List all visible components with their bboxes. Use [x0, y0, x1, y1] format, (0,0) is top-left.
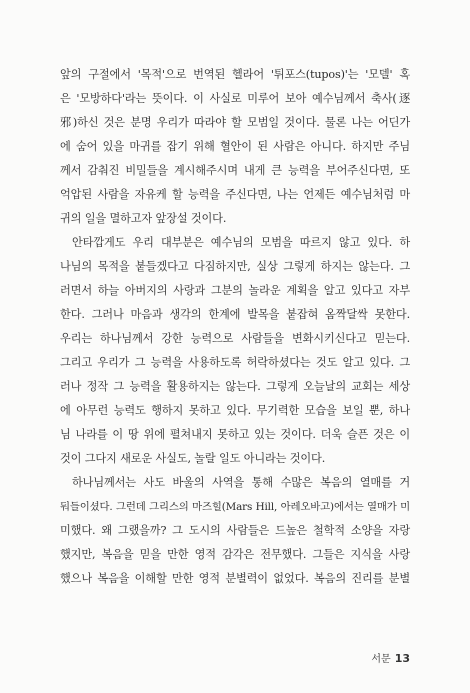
paragraph-2	[60, 231, 410, 471]
text-line: 에 숨어 있을 마귀를 잡기 위해 혈안이 된 사람은 아니다. 하지만 주님	[60, 140, 410, 153]
text-line: 나님의 목적을 붙들겠다고 다짐하지만, 실상 그렇게 하지는 않는다. 그	[60, 260, 410, 273]
text-line: 것이 그다지 새로운 사실도, 놀랄 일도 아니라는 것이다.	[60, 452, 326, 465]
text-line: 했으나 복음을 이해할 만한 영적 분별력이 없었다. 복음의 진리를 분별	[60, 572, 410, 585]
text-line: 앞의 구절에서 '목적'으로 번역된 헬라어 '튀포스(tupos)'는 '모델' 혹	[60, 68, 410, 81]
text-line: 은 '모방하다'라는 뜻이다. 이 사실로 미루어 보아 예수님께서 축사(逐	[60, 92, 410, 105]
text-line: 한다. 그러나 마음과 생각의 한계에 발목을 붙잡혀 옴짝달싹 못한다.	[60, 308, 410, 321]
section-label: 서문	[371, 654, 391, 665]
text-line: 둬들이셨다. 그런데 그리스의 마즈힐(Mars Hill, 아레오바고)에서는 열매가 미	[60, 501, 410, 513]
text-line: 귀의 일을 멸하고자 앞장설 것이다.	[60, 212, 227, 225]
text-line: 께서 감춰진 비밀들을 계시해주시며 내게 큰 능력을 부어주신다면, 또	[60, 164, 410, 177]
text-line: 우리는 하나님께서 강한 능력으로 사람들을 변화시키신다고 믿는다.	[60, 332, 410, 345]
page-footer	[371, 650, 410, 665]
text-line: 억압된 사람을 자유케 할 능력을 주신다면, 나는 언제든 예수님처럼 마	[60, 188, 410, 201]
text-line: 미했다. 왜 그랬을까? 그 도시의 사람들은 드높은 철학적 소양을 자랑	[60, 524, 410, 537]
text-line: 러나 정작 그 능력을 활용하지는 않는다. 그렇게 오늘날의 교회는 세상	[60, 380, 410, 393]
text-line: 했지만, 복음을 믿을 만한 영적 감각은 전무했다. 그들은 지식을 사랑	[60, 548, 410, 561]
page-number: 13	[394, 652, 410, 665]
text-line: 안타깝게도 우리 대부분은 예수님의 모범을 따르지 않고 있다. 하	[72, 236, 410, 249]
text-line: 하나님께서는 사도 바울의 사역을 통해 수많은 복음의 열매를 거	[72, 476, 410, 489]
paragraph-1	[60, 63, 410, 231]
text-line: 님 나라를 이 땅 위에 펼쳐내지 못하고 있는 것이다. 더욱 슬픈 것은 이	[60, 428, 410, 441]
paragraph-3	[60, 471, 410, 591]
book-page-body	[60, 63, 410, 591]
text-line: 그리고 우리가 그 능력을 사용하도록 허락하셨다는 것도 알고 있다. 그	[60, 356, 410, 369]
text-line: 러면서 하늘 아버지의 사랑과 그분의 놀라운 계획을 알고 있다고 자부	[60, 284, 410, 297]
text-line: 에 아무런 능력도 행하지 못하고 있다. 무기력한 모습을 보일 뿐, 하나	[60, 404, 410, 417]
text-line: 邪)하신 것은 분명 우리가 따라야 할 모범일 것이다. 물론 나는 어딘가	[60, 116, 410, 129]
